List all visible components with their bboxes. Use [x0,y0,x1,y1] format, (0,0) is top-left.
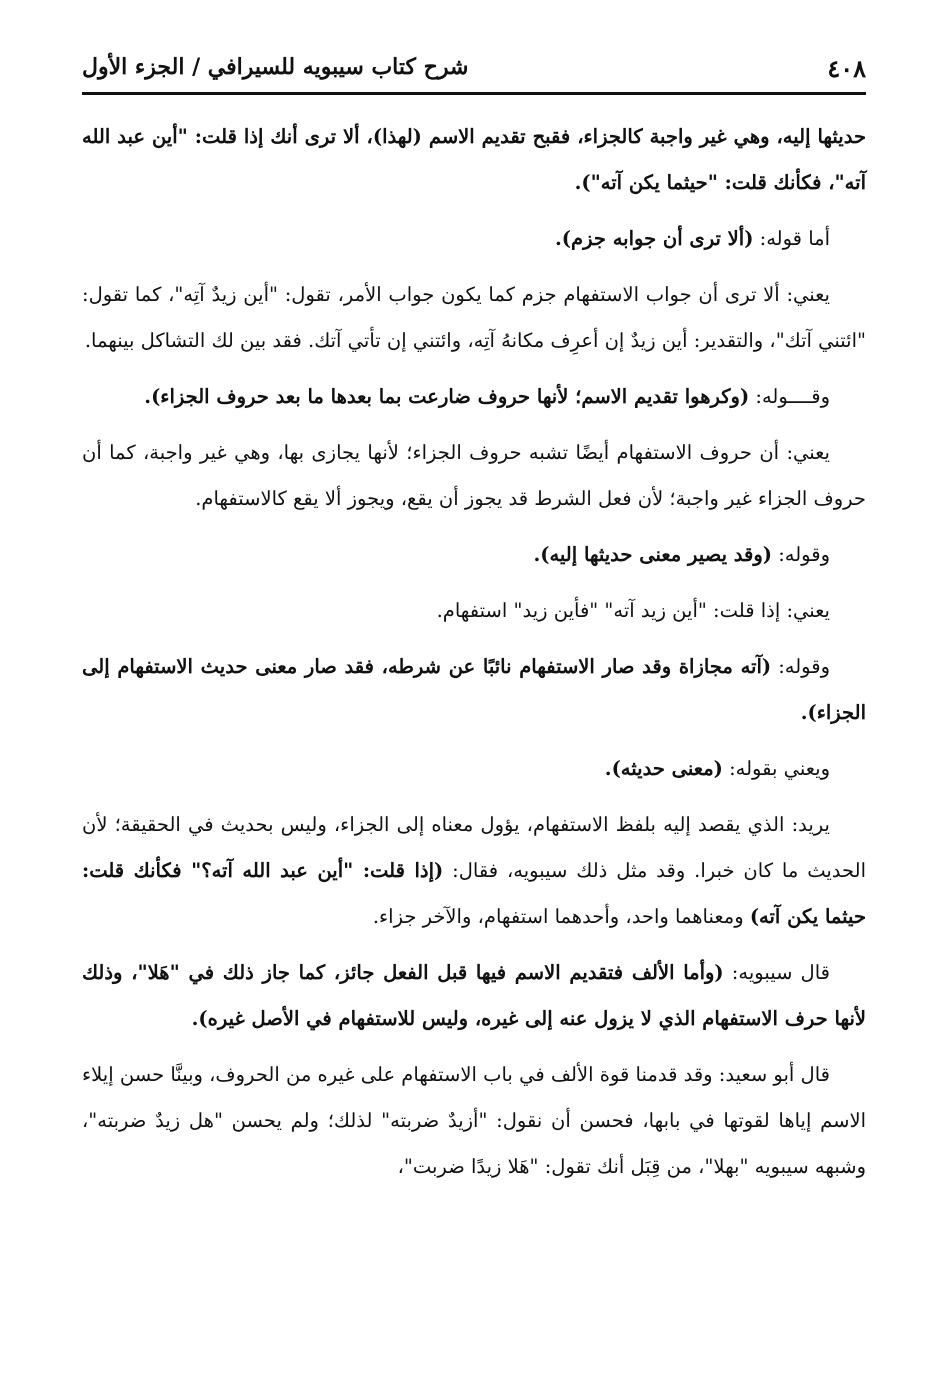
paragraph [82,216,866,262]
paragraph [82,802,866,940]
quoted-text: (وقد يصير معنى حديثها إليه). [533,543,773,566]
quoted-text: (إذا قلت: "أين عبد الله آته؟" فكأنك قلت: حيثما يكن آته) [82,859,866,928]
page-header [82,46,866,95]
quoted-text: (آته مجازاة وقد صار الاستفهام نائبًا عن شرطه، فقد صار معنى حديث الاستفهام إلى الجزاء). [82,655,866,724]
commentary-text: قال أبو سعيد: وقد قدمنا قوة الألف في باب الاستفهام على غيره من الحروف، وبينَّا حسن إيلاء الاسم إياها لقوتها في بابها، فحسن أن نقول: "أزيدٌ ضربته" لذلك؛ ولم يحسن "هل زيدٌ ضربته"، وشبهه سيبويه "بهلا"، من قِبَل أنك تقول: "هَلا زيدًا ضربت"، [82,1063,866,1178]
quoted-text: حديثها إليه، وهي غير واجبة كالجزاء، فقبح تقديم الاسم (لهذا)، ألا ترى أنك إذا قلت: "أين عبد الله آته"، فكأنك قلت: "حيثما يكن آته"). [82,125,866,194]
body-text [82,114,866,1200]
paragraph [82,532,866,578]
commentary-text: ويعني بقوله: [722,757,830,780]
commentary-text: قال سيبويه: [723,961,830,984]
page-number: ٤٠٨ [827,54,866,83]
running-title: شرح كتاب سيبويه للسيرافي / الجزء الأول [82,54,469,80]
commentary-text: أما قوله: [753,227,830,250]
commentary-text: يعني: ألا ترى أن جواب الاستفهام جزم كما يكون جواب الأمر، تقول: "أين زيدٌ آتِه"، كما تقول: "ائتني آتك"، والتقدير: أين زيدٌ إن أعرِف مكانهُ آتِه، وائتني إن تأتي آتك. فقد بين لك التشاكل بينهما. [82,283,866,352]
commentary-text: ومعناهما واحد، وأحدهما استفهام، والآخر جزاء. [372,905,750,928]
commentary-text: وقوله: [772,543,830,566]
commentary-text: يريد: الذي يقصد إليه بلفظ الاستفهام، يؤول معناه إلى الجزاء، وليس بحديث في الحقيقة؛ لأن الحديث ما كان خبرا. وقد مثل ذلك سيبويه، فقال: [82,813,866,882]
paragraph [82,950,866,1042]
commentary-text: وقوله: [771,655,830,678]
quoted-text: (وأما الألف فتقديم الاسم فيها قبل الفعل جائز، كما جاز ذلك في "هَلا"، وذلك لأنها حرف الاستفهام الذي لا يزول عنه إلى غيره، وليس للاستفهام في الأصل غيره). [82,961,866,1030]
paragraph [82,644,866,736]
quoted-text: (وكرهوا تقديم الاسم؛ لأنها حروف ضارعت بما بعدها ما بعد حروف الجزاء). [144,385,750,408]
quoted-text: (معنى حديثه). [604,757,723,780]
paragraph [82,114,866,206]
paragraph [82,374,866,420]
commentary-text: يعني: أن حروف الاستفهام أيضًا تشبه حروف الجزاء؛ لأنها يجازى بها، وهي غير واجبة، كما أن حروف الجزاء غير واجبة؛ لأن فعل الشرط قد يجوز أن يقع، ويجوز ألا يقع كالاستفهام. [82,441,866,510]
paragraph [82,1052,866,1190]
paragraph [82,588,866,634]
paragraph [82,430,866,522]
commentary-text: يعني: إذا قلت: "أين زيد آته" "فأين زيد" استفهام. [436,599,830,622]
paragraph [82,746,866,792]
quoted-text: (ألا ترى أن جوابه جزم). [555,227,754,250]
paragraph [82,272,866,364]
commentary-text: وقــــوله: [749,385,830,408]
